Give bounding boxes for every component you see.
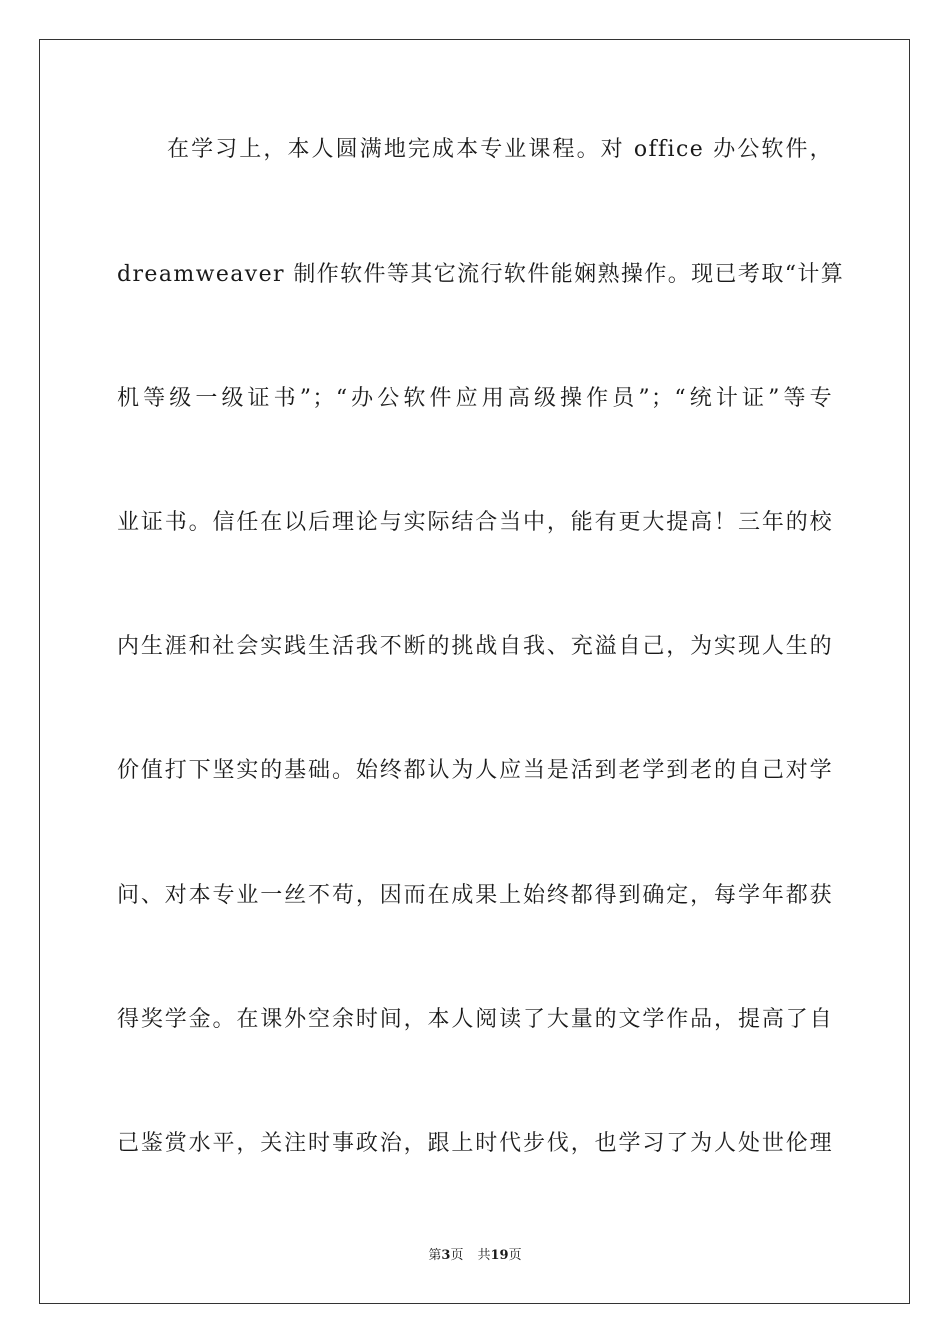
page-footer: [0, 1246, 950, 1266]
paragraph-line: dreamweaver 制作软件等其它流行软件能娴熟操作。现已考取“计算: [117, 262, 845, 287]
page-number-prefix: 第: [428, 1248, 442, 1263]
total-pages-prefix: 共: [477, 1248, 491, 1263]
page-border: [39, 39, 910, 1304]
paragraph-line: 机等级一级证书”；“办公软件应用高级操作员”；“统计证”等专: [117, 386, 833, 411]
paragraph-line: 内生涯和社会实践生活我不断的挑战自我、充溢自己，为实现人生的: [117, 634, 833, 659]
paragraph-line: 得奖学金。在课外空余时间，本人阅读了大量的文学作品，提高了自: [117, 1007, 833, 1032]
total-pages: 19: [490, 1248, 509, 1263]
page-number-suffix: 页: [450, 1248, 464, 1263]
paragraph-line: 价值打下坚实的基础。始终都认为人应当是活到老学到老的自己对学: [117, 758, 833, 783]
paragraph-line: 问、对本专业一丝不苟，因而在成果上始终都得到确定，每学年都获: [117, 883, 833, 908]
paragraph-line: 在学习上，本人圆满地完成本专业课程。对 office 办公软件，: [167, 137, 833, 162]
paragraph-line: 己鉴赏水平，关注时事政治，跟上时代步伐，也学习了为人处世伦理: [117, 1131, 833, 1156]
page-number: 3: [441, 1248, 451, 1263]
paragraph-line: 业证书。信任在以后理论与实际结合当中，能有更大提高！三年的校: [117, 510, 833, 535]
total-pages-suffix: 页: [508, 1248, 522, 1263]
